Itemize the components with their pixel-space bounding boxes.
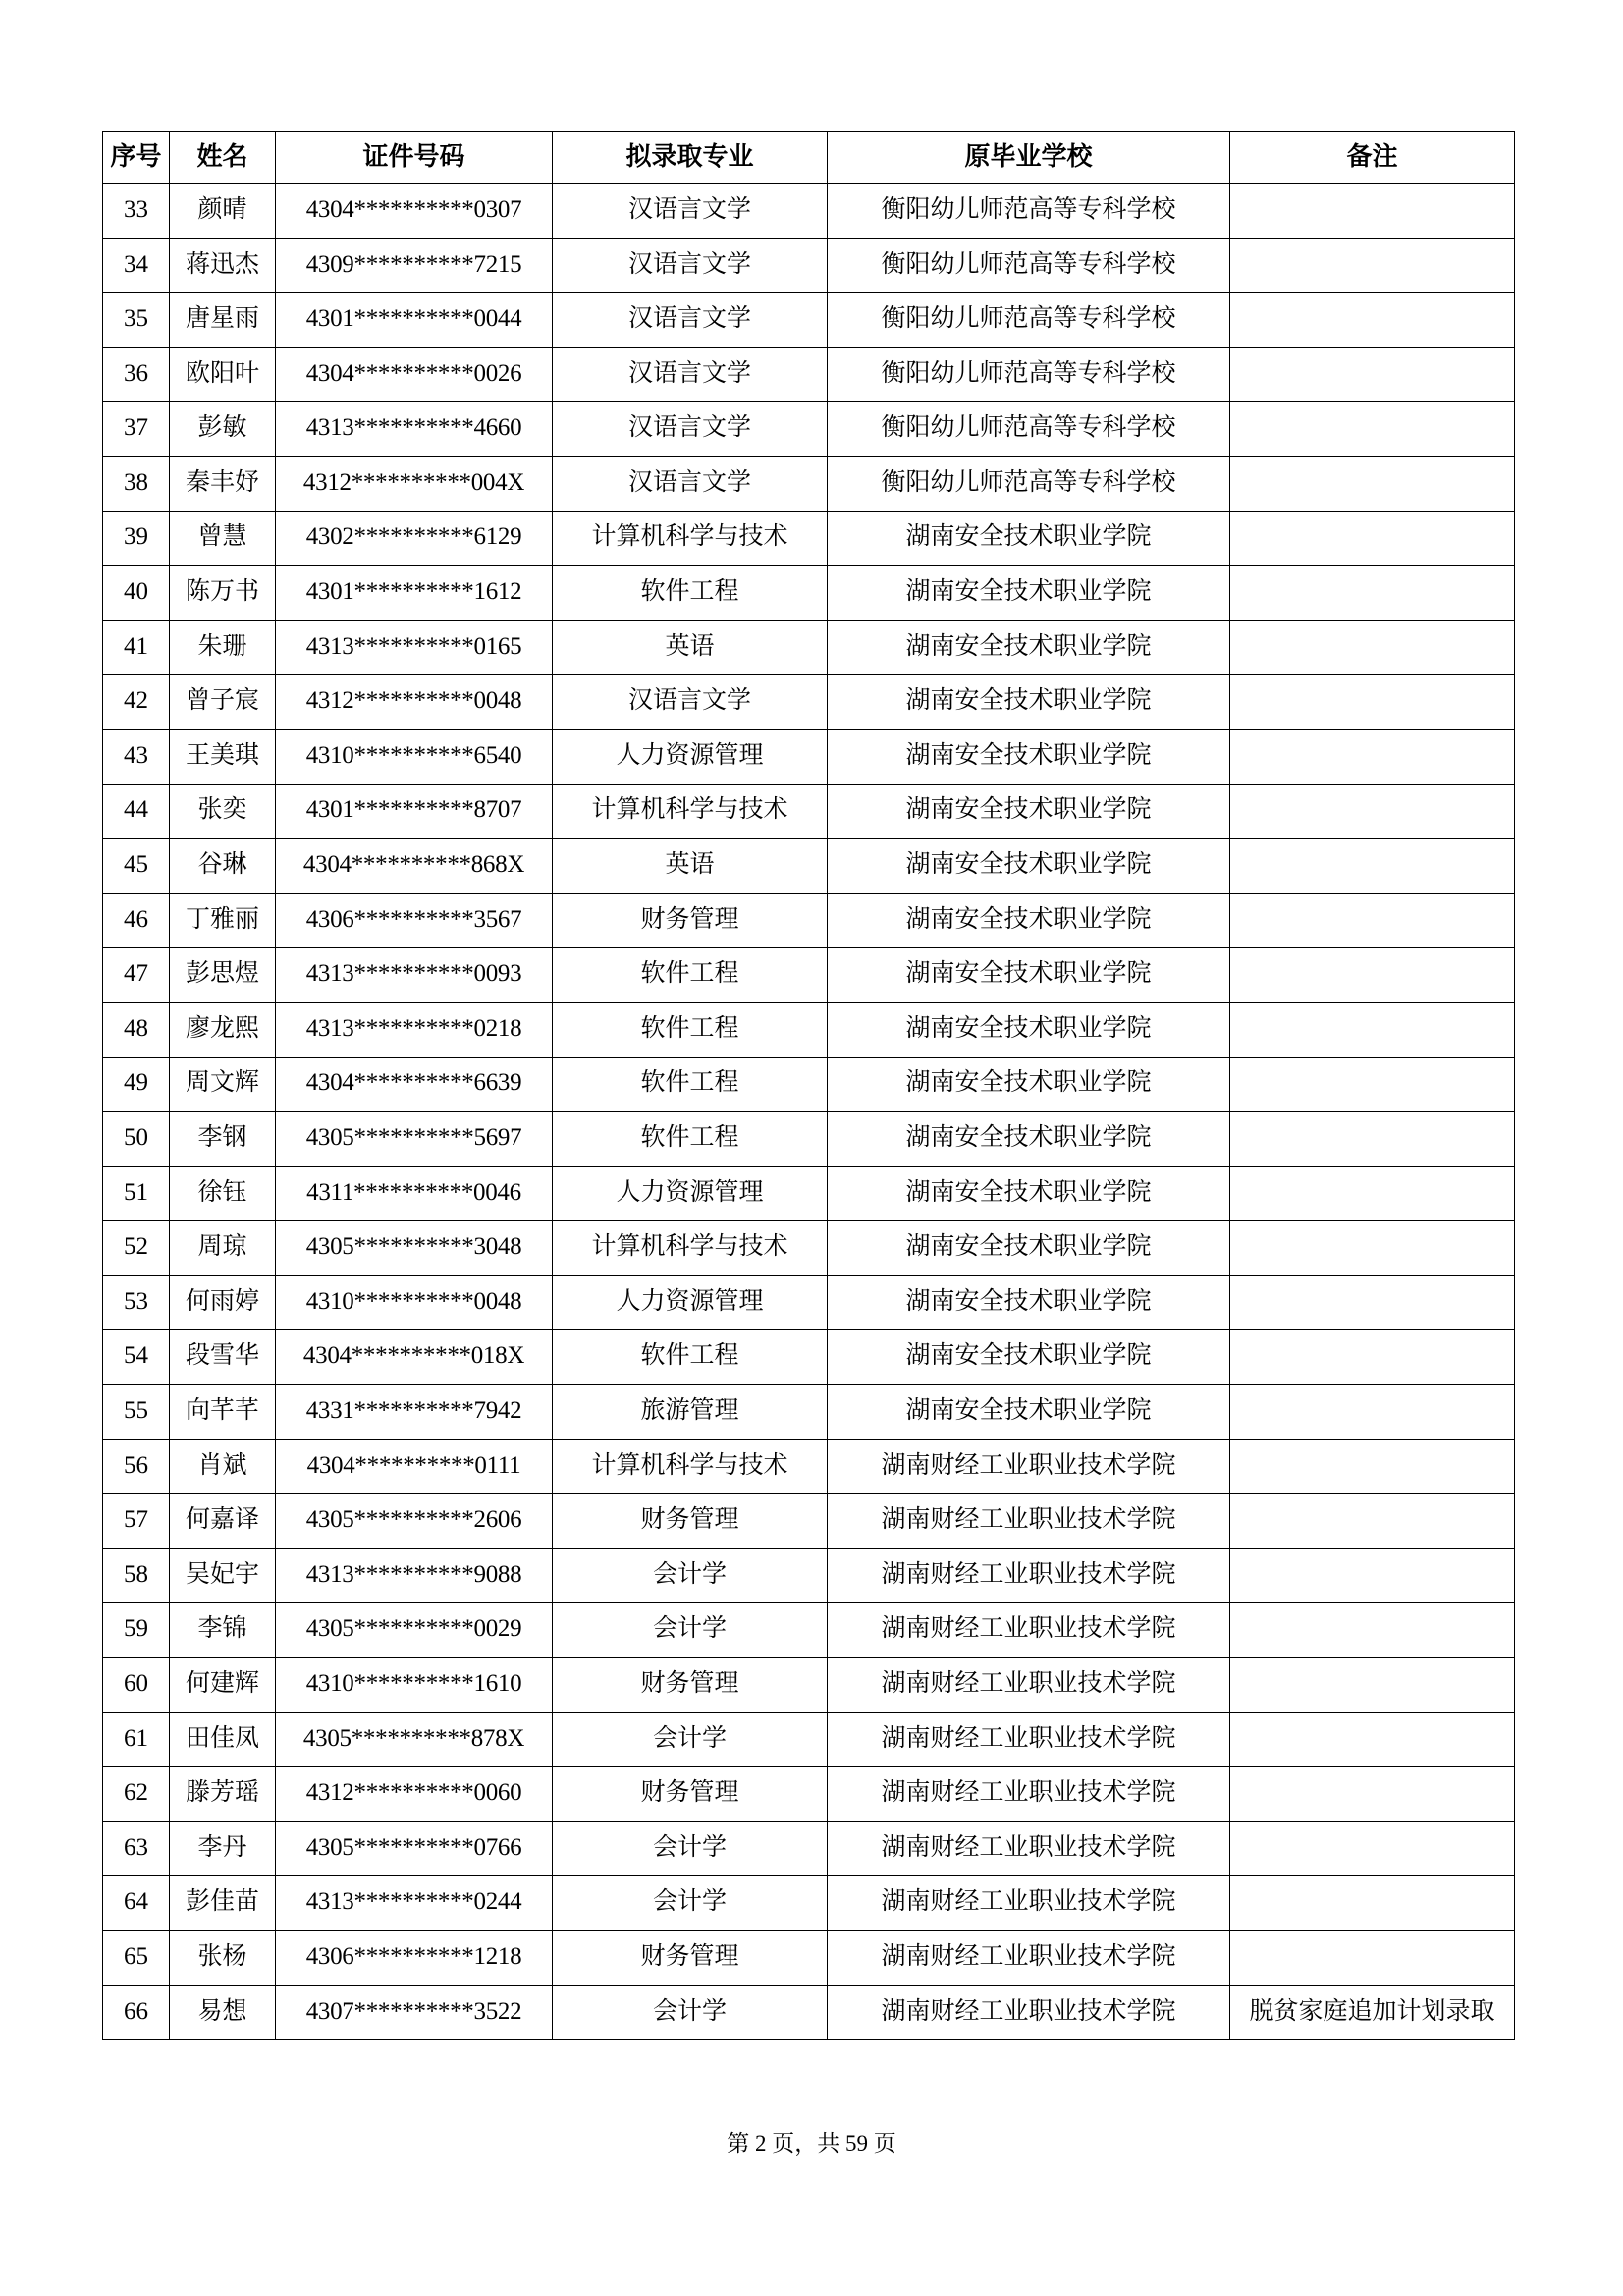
cell-note [1230,1275,1515,1330]
cell-major: 财务管理 [553,1767,828,1822]
cell-note [1230,620,1515,675]
cell-note [1230,1712,1515,1767]
cell-school: 湖南财经工业职业技术学院 [828,1985,1230,2040]
cell-school: 湖南财经工业职业技术学院 [828,1603,1230,1658]
cell-note [1230,1821,1515,1876]
cell-major: 会计学 [553,1985,828,2040]
cell-seq: 46 [103,893,170,948]
cell-id: 4310**********0048 [276,1275,553,1330]
cell-major: 人力资源管理 [553,729,828,784]
cell-school: 湖南财经工业职业技术学院 [828,1876,1230,1931]
cell-seq: 53 [103,1275,170,1330]
cell-seq: 47 [103,948,170,1003]
cell-name: 易想 [170,1985,276,2040]
cell-major: 汉语言文学 [553,347,828,402]
table-row [103,402,1515,457]
table-row [103,1603,1515,1658]
cell-name: 滕芳瑶 [170,1767,276,1822]
cell-id: 4305**********3048 [276,1221,553,1276]
cell-school: 湖南安全技术职业学院 [828,511,1230,566]
cell-note [1230,1221,1515,1276]
cell-school: 湖南安全技术职业学院 [828,1057,1230,1112]
cell-school: 衡阳幼儿师范高等专科学校 [828,456,1230,511]
cell-school: 湖南安全技术职业学院 [828,566,1230,621]
cell-major: 汉语言文学 [553,238,828,293]
cell-note [1230,1876,1515,1931]
cell-school: 湖南财经工业职业技术学院 [828,1767,1230,1822]
cell-note [1230,675,1515,730]
cell-school: 湖南财经工业职业技术学院 [828,1712,1230,1767]
page-footer: 第 2 页，共 59 页 [727,2131,896,2156]
table-row [103,1821,1515,1876]
cell-major: 会计学 [553,1712,828,1767]
cell-note [1230,1494,1515,1549]
cell-name: 徐钰 [170,1166,276,1221]
cell-note [1230,1658,1515,1713]
cell-id: 4306**********3567 [276,893,553,948]
cell-name: 肖斌 [170,1439,276,1494]
cell-name: 曾子宸 [170,675,276,730]
cell-name: 蒋迅杰 [170,238,276,293]
cell-school: 湖南安全技术职业学院 [828,839,1230,894]
cell-school: 湖南安全技术职业学院 [828,1221,1230,1276]
cell-school: 湖南安全技术职业学院 [828,675,1230,730]
cell-note [1230,238,1515,293]
admission-roster-table [102,131,1515,2040]
table-row [103,184,1515,239]
cell-school: 湖南安全技术职业学院 [828,1385,1230,1440]
cell-name: 彭思煜 [170,948,276,1003]
cell-id: 4304**********0307 [276,184,553,239]
cell-name: 秦丰妤 [170,456,276,511]
cell-id: 4313**********0218 [276,1002,553,1057]
cell-seq: 60 [103,1658,170,1713]
table-row [103,1876,1515,1931]
cell-school: 湖南安全技术职业学院 [828,729,1230,784]
cell-note [1230,1002,1515,1057]
cell-name: 田佳凤 [170,1712,276,1767]
cell-major: 软件工程 [553,1057,828,1112]
table-body [103,184,1515,2040]
cell-name: 颜晴 [170,184,276,239]
cell-seq: 49 [103,1057,170,1112]
cell-school: 湖南安全技术职业学院 [828,1166,1230,1221]
column-header-id: 证件号码 [276,132,553,184]
column-header-seq: 序号 [103,132,170,184]
cell-id: 4305**********2606 [276,1494,553,1549]
admission-roster-table-container [102,131,1514,2040]
cell-note [1230,566,1515,621]
cell-id: 4305**********5697 [276,1112,553,1167]
cell-name: 吴妃宇 [170,1548,276,1603]
cell-school: 衡阳幼儿师范高等专科学校 [828,184,1230,239]
cell-school: 湖南财经工业职业技术学院 [828,1658,1230,1713]
cell-major: 财务管理 [553,1658,828,1713]
cell-seq: 63 [103,1821,170,1876]
cell-major: 汉语言文学 [553,184,828,239]
cell-seq: 41 [103,620,170,675]
table-row [103,1330,1515,1385]
cell-seq: 42 [103,675,170,730]
table-row [103,1767,1515,1822]
table-row [103,456,1515,511]
cell-note [1230,1057,1515,1112]
cell-name: 王美琪 [170,729,276,784]
cell-school: 衡阳幼儿师范高等专科学校 [828,402,1230,457]
cell-name: 李丹 [170,1821,276,1876]
cell-id: 4313**********0244 [276,1876,553,1931]
cell-major: 会计学 [553,1603,828,1658]
cell-school: 衡阳幼儿师范高等专科学校 [828,347,1230,402]
cell-id: 4331**********7942 [276,1385,553,1440]
cell-note [1230,729,1515,784]
cell-seq: 52 [103,1221,170,1276]
cell-note [1230,1385,1515,1440]
cell-seq: 62 [103,1767,170,1822]
cell-school: 湖南财经工业职业技术学院 [828,1439,1230,1494]
cell-id: 4302**********6129 [276,511,553,566]
cell-seq: 58 [103,1548,170,1603]
cell-major: 计算机科学与技术 [553,1221,828,1276]
cell-id: 4301**********1612 [276,566,553,621]
cell-major: 软件工程 [553,1330,828,1385]
cell-major: 计算机科学与技术 [553,784,828,839]
cell-note [1230,1931,1515,1986]
table-row [103,1221,1515,1276]
cell-id: 4304**********6639 [276,1057,553,1112]
cell-name: 李锦 [170,1603,276,1658]
cell-id: 4305**********0766 [276,1821,553,1876]
table-row [103,729,1515,784]
cell-name: 何雨婷 [170,1275,276,1330]
table-row [103,1385,1515,1440]
cell-id: 4313**********0093 [276,948,553,1003]
cell-note [1230,1330,1515,1385]
cell-major: 汉语言文学 [553,293,828,348]
cell-major: 英语 [553,839,828,894]
cell-id: 4305**********878X [276,1712,553,1767]
cell-note: 脱贫家庭追加计划录取 [1230,1985,1515,2040]
cell-note [1230,1112,1515,1167]
table-row [103,1275,1515,1330]
cell-school: 湖南安全技术职业学院 [828,1112,1230,1167]
cell-major: 财务管理 [553,1931,828,1986]
cell-note [1230,839,1515,894]
table-header [103,132,1515,184]
cell-id: 4304**********868X [276,839,553,894]
cell-name: 谷琳 [170,839,276,894]
cell-major: 计算机科学与技术 [553,511,828,566]
cell-name: 朱珊 [170,620,276,675]
cell-seq: 36 [103,347,170,402]
column-header-school: 原毕业学校 [828,132,1230,184]
cell-seq: 51 [103,1166,170,1221]
cell-seq: 61 [103,1712,170,1767]
cell-major: 软件工程 [553,566,828,621]
cell-id: 4304**********0026 [276,347,553,402]
cell-name: 唐星雨 [170,293,276,348]
cell-name: 丁雅丽 [170,893,276,948]
cell-note [1230,1603,1515,1658]
cell-seq: 45 [103,839,170,894]
cell-name: 彭佳苗 [170,1876,276,1931]
table-row [103,1658,1515,1713]
cell-note [1230,347,1515,402]
cell-note [1230,784,1515,839]
cell-seq: 35 [103,293,170,348]
cell-id: 4309**********7215 [276,238,553,293]
cell-seq: 59 [103,1603,170,1658]
cell-name: 李钢 [170,1112,276,1167]
table-row [103,784,1515,839]
cell-note [1230,456,1515,511]
cell-major: 会计学 [553,1821,828,1876]
cell-seq: 38 [103,456,170,511]
cell-major: 英语 [553,620,828,675]
cell-major: 人力资源管理 [553,1275,828,1330]
cell-id: 4313**********4660 [276,402,553,457]
cell-name: 陈万书 [170,566,276,621]
table-row [103,1439,1515,1494]
cell-id: 4313**********9088 [276,1548,553,1603]
cell-seq: 57 [103,1494,170,1549]
cell-seq: 39 [103,511,170,566]
table-row [103,620,1515,675]
cell-name: 周琼 [170,1221,276,1276]
table-row [103,1112,1515,1167]
cell-name: 彭敏 [170,402,276,457]
cell-major: 汉语言文学 [553,456,828,511]
cell-school: 湖南财经工业职业技术学院 [828,1548,1230,1603]
cell-id: 4304**********018X [276,1330,553,1385]
cell-note [1230,948,1515,1003]
cell-name: 段雪华 [170,1330,276,1385]
cell-note [1230,1767,1515,1822]
cell-school: 湖南安全技术职业学院 [828,893,1230,948]
cell-note [1230,1439,1515,1494]
table-row [103,839,1515,894]
table-row [103,1548,1515,1603]
table-row [103,1931,1515,1986]
cell-id: 4307**********3522 [276,1985,553,2040]
table-row [103,293,1515,348]
table-row [103,1002,1515,1057]
table-row [103,347,1515,402]
cell-name: 曾慧 [170,511,276,566]
table-row [103,1985,1515,2040]
table-row [103,566,1515,621]
cell-id: 4306**********1218 [276,1931,553,1986]
table-row [103,893,1515,948]
cell-name: 何建辉 [170,1658,276,1713]
table-row [103,948,1515,1003]
cell-school: 湖南财经工业职业技术学院 [828,1931,1230,1986]
cell-name: 周文辉 [170,1057,276,1112]
cell-major: 财务管理 [553,893,828,948]
cell-id: 4301**********0044 [276,293,553,348]
cell-school: 衡阳幼儿师范高等专科学校 [828,293,1230,348]
cell-id: 4311**********0046 [276,1166,553,1221]
cell-major: 人力资源管理 [553,1166,828,1221]
table-row [103,511,1515,566]
cell-id: 4312**********0048 [276,675,553,730]
cell-note [1230,1166,1515,1221]
cell-seq: 33 [103,184,170,239]
cell-major: 软件工程 [553,1002,828,1057]
column-header-note: 备注 [1230,132,1515,184]
cell-seq: 55 [103,1385,170,1440]
cell-school: 湖南安全技术职业学院 [828,948,1230,1003]
cell-seq: 66 [103,1985,170,2040]
cell-name: 欧阳叶 [170,347,276,402]
cell-seq: 37 [103,402,170,457]
cell-school: 湖南安全技术职业学院 [828,784,1230,839]
cell-note [1230,1548,1515,1603]
cell-seq: 56 [103,1439,170,1494]
column-header-major: 拟录取专业 [553,132,828,184]
cell-id: 4310**********1610 [276,1658,553,1713]
cell-major: 旅游管理 [553,1385,828,1440]
cell-id: 4313**********0165 [276,620,553,675]
cell-id: 4310**********6540 [276,729,553,784]
cell-major: 计算机科学与技术 [553,1439,828,1494]
cell-name: 张杨 [170,1931,276,1986]
cell-major: 汉语言文学 [553,402,828,457]
table-row [103,1057,1515,1112]
cell-major: 汉语言文学 [553,675,828,730]
cell-seq: 44 [103,784,170,839]
cell-seq: 64 [103,1876,170,1931]
cell-major: 会计学 [553,1548,828,1603]
table-row [103,238,1515,293]
table-row [103,1712,1515,1767]
cell-school: 湖南安全技术职业学院 [828,1275,1230,1330]
cell-seq: 54 [103,1330,170,1385]
cell-seq: 43 [103,729,170,784]
cell-id: 4301**********8707 [276,784,553,839]
cell-school: 湖南安全技术职业学院 [828,1002,1230,1057]
cell-major: 软件工程 [553,1112,828,1167]
cell-seq: 48 [103,1002,170,1057]
table-header-row [103,132,1515,184]
cell-note [1230,402,1515,457]
cell-seq: 50 [103,1112,170,1167]
cell-note [1230,893,1515,948]
cell-note [1230,184,1515,239]
cell-name: 何嘉译 [170,1494,276,1549]
cell-major: 财务管理 [553,1494,828,1549]
cell-id: 4312**********004X [276,456,553,511]
cell-seq: 40 [103,566,170,621]
cell-major: 软件工程 [553,948,828,1003]
cell-id: 4305**********0029 [276,1603,553,1658]
cell-name: 向芊芊 [170,1385,276,1440]
cell-school: 湖南安全技术职业学院 [828,1330,1230,1385]
table-row [103,1166,1515,1221]
cell-school: 湖南安全技术职业学院 [828,620,1230,675]
cell-school: 湖南财经工业职业技术学院 [828,1821,1230,1876]
cell-name: 廖龙熙 [170,1002,276,1057]
column-header-name: 姓名 [170,132,276,184]
cell-id: 4304**********0111 [276,1439,553,1494]
table-row [103,1494,1515,1549]
cell-school: 湖南财经工业职业技术学院 [828,1494,1230,1549]
cell-major: 会计学 [553,1876,828,1931]
cell-id: 4312**********0060 [276,1767,553,1822]
cell-school: 衡阳幼儿师范高等专科学校 [828,238,1230,293]
cell-note [1230,511,1515,566]
cell-seq: 34 [103,238,170,293]
cell-seq: 65 [103,1931,170,1986]
table-row [103,675,1515,730]
cell-name: 张奕 [170,784,276,839]
cell-note [1230,293,1515,348]
